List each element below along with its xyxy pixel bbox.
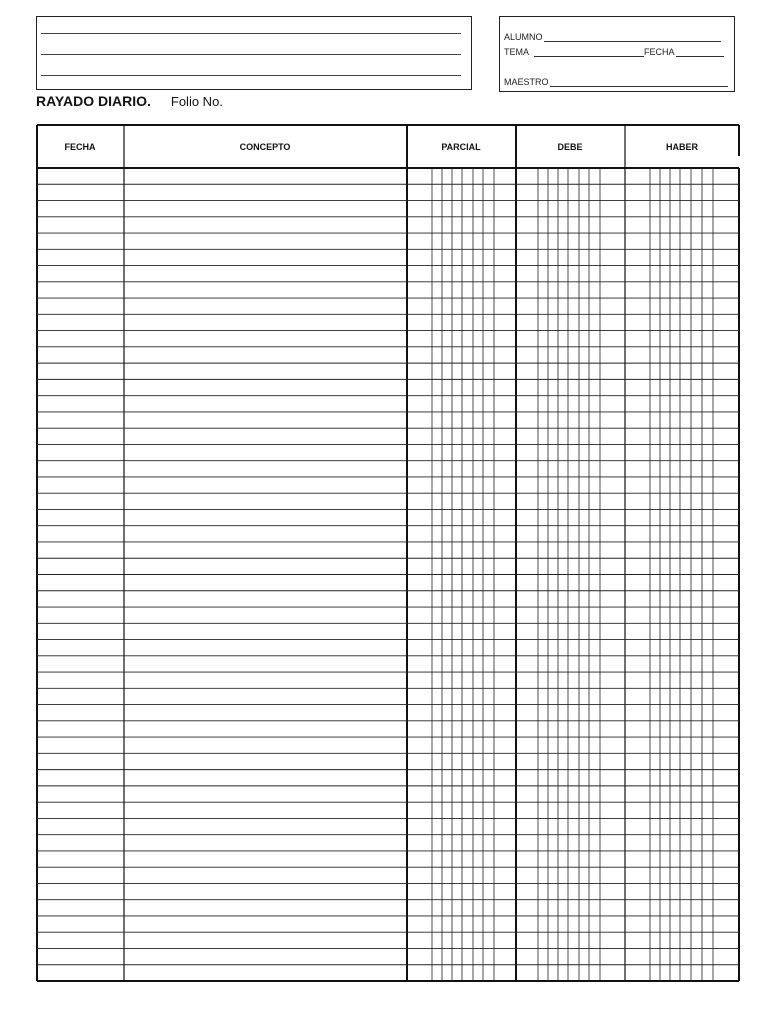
tema-label: TEMA <box>504 47 530 57</box>
column-header-concepto: CONCEPTO <box>239 142 291 152</box>
ledger-grid <box>37 125 739 981</box>
fecha-label: FECHA <box>644 47 675 57</box>
folio-label: Folio No. <box>170 94 223 109</box>
page-title: RAYADO DIARIO. <box>36 93 151 109</box>
column-header-haber: HABER <box>665 142 699 152</box>
alumno-label: ALUMNO <box>504 32 543 42</box>
maestro-label: MAESTRO <box>504 77 549 87</box>
column-header-fecha: FECHA <box>64 142 96 152</box>
column-header-parcial: PARCIAL <box>441 142 481 152</box>
column-header-debe: DEBE <box>557 142 583 152</box>
